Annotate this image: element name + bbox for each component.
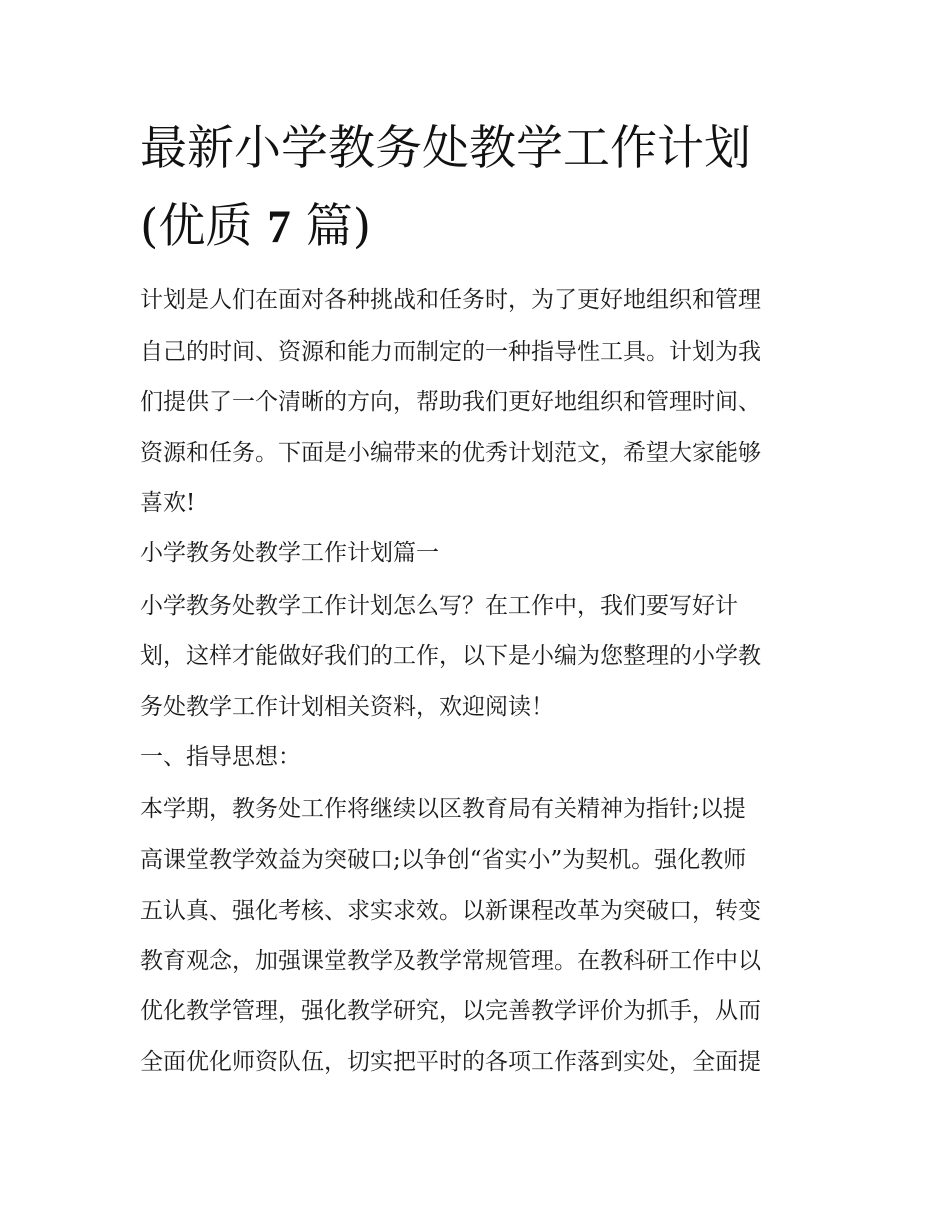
section-intro-line: 划，这样才能做好我们的工作，以下是小编为您整理的小学教 (140, 643, 761, 669)
body-line: 高课堂教学效益为突破口;以争创“省实小”为契机。强化教师 (140, 847, 747, 873)
intro-line: 资源和任务。下面是小编带来的优秀计划范文，希望大家能够 (140, 440, 761, 466)
intro-line: 喜欢! (140, 490, 196, 516)
title-number: 7 (267, 201, 291, 253)
body-line: 五认真、强化考核、求实求效。以新课程改革为突破口，转变 (140, 898, 761, 924)
title-suffix: 篇) (305, 199, 372, 254)
intro-line: 们提供了一个清晰的方向，帮助我们更好地组织和管理时间、 (140, 389, 761, 415)
intro-line: 自己的时间、资源和能力而制定的一种指导性工具。计划为我 (140, 339, 761, 365)
subheading-guiding-thought: 一、指导思想： (140, 744, 301, 770)
intro-line: 计划是人们在面对各种挑战和任务时，为了更好地组织和管理 (140, 287, 761, 313)
title-text: 最新小学教务处教学工作计划 (140, 121, 751, 176)
document-title-line-1 (140, 110, 820, 188)
section-intro-line: 务处教学工作计划相关资料，欢迎阅读！ (140, 694, 554, 720)
section-intro-line: 小学教务处教学工作计划怎么写？在工作中，我们要写好计 (140, 593, 738, 619)
body-line: 本学期，教务处工作将继续以区教育局有关精神为指针;以提 (140, 796, 746, 822)
title-prefix: (优质 (140, 199, 253, 254)
body-line: 全面优化师资队伍，切实把平时的各项工作落到实处，全面提 (140, 1049, 761, 1075)
document-title-line-2 (140, 188, 820, 266)
section-heading: 小学教务处教学工作计划篇一 (140, 540, 439, 566)
body-line: 教育观念，加强课堂教学及教学常规管理。在教科研工作中以 (140, 948, 761, 974)
body-line: 优化教学管理，强化教学研究，以完善教学评价为抓手，从而 (140, 998, 761, 1024)
